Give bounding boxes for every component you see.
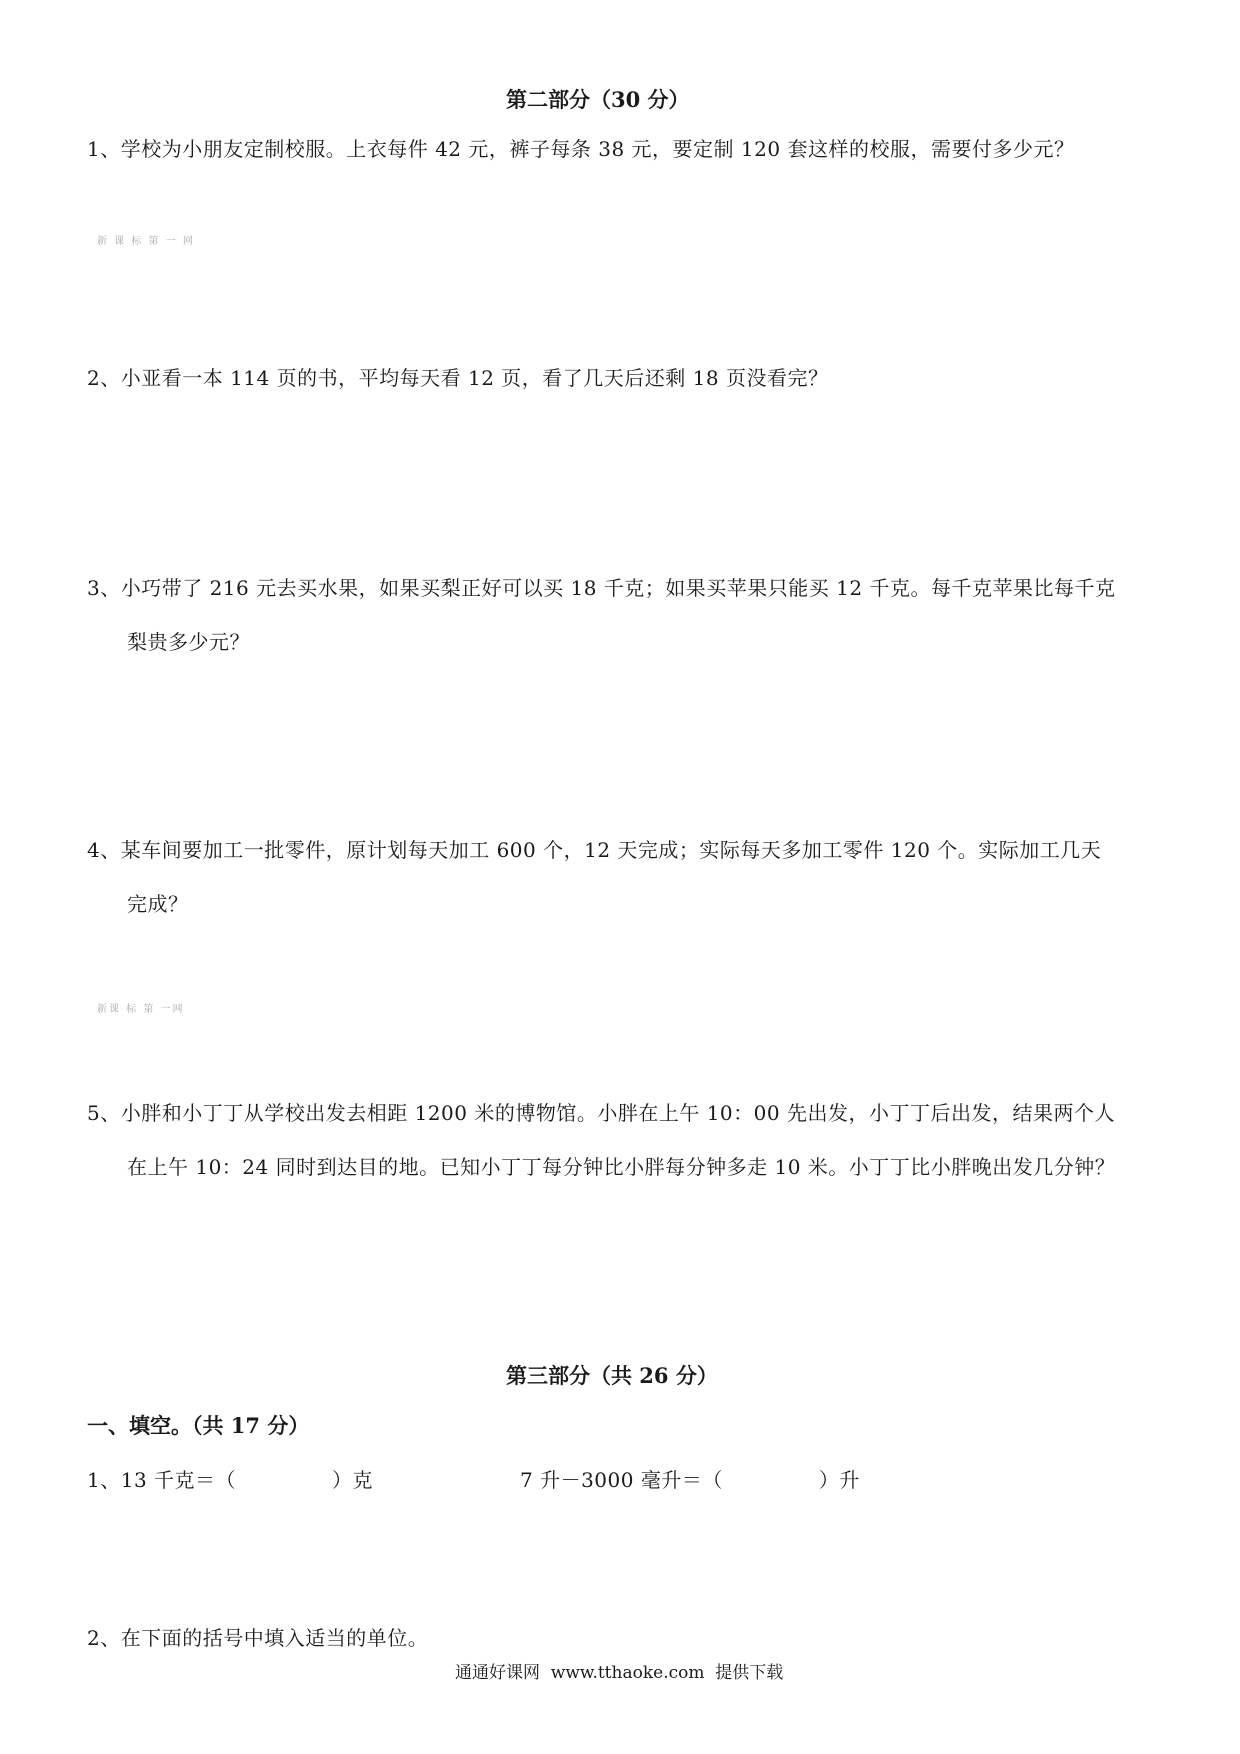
fill-question-1-left: 1、13 千克＝（ ）克 [87,1468,374,1492]
question-2-line-1: 2、小亚看一本 114 页的书，平均每天看 12 页，看了几天后还剩 18 页没看完？ [87,366,829,390]
question-3-line-1: 3、小巧带了 216 元去买水果，如果买梨正好可以买 18 千克；如果买苹果只能买 12 千克。每千克苹果比每千克 [87,576,1116,600]
part3-heading: 第三部分（共 26 分） [506,1363,718,1388]
page-footer: 通通好课网 www.tthaoke.com 提供下载 [455,1663,784,1683]
fill-question-2: 2、在下面的括号中填入适当的单位。 [87,1626,429,1650]
part2-heading: 第二部分（30 分） [506,87,690,112]
section-fill-blank-title: 一、填空。（共 17 分） [87,1413,310,1438]
watermark-text: 新课 标 第 一网 [97,1004,185,1015]
question-4-line-1: 4、某车间要加工一批零件，原计划每天加工 600 个，12 天完成；实际每天多加工零件 120 个。实际加工几天 [87,838,1102,862]
fill-question-1-right: 7 升－3000 毫升＝（ ）升 [520,1468,860,1492]
watermark-text: 新 课 标 第 一 网 [97,236,195,247]
question-5-line-1: 5、小胖和小丁丁从学校出发去相距 1200 米的博物馆。小胖在上午 10：00 先出发，小丁丁后出发，结果两个人 [87,1101,1115,1125]
question-4-line-2: 完成？ [127,892,189,916]
question-1-line-1: 1、学校为小朋友定制校服。上衣每件 42 元，裤子每条 38 元，要定制 120 套这样的校服，需要付多少元？ [87,137,1075,161]
question-5-line-2: 在上午 10：24 同时到达目的地。已知小丁丁每分钟比小胖每分钟多走 10 米。小丁丁比小胖晚出发几分钟？ [127,1155,1116,1179]
question-3-line-2: 梨贵多少元？ [127,630,250,654]
